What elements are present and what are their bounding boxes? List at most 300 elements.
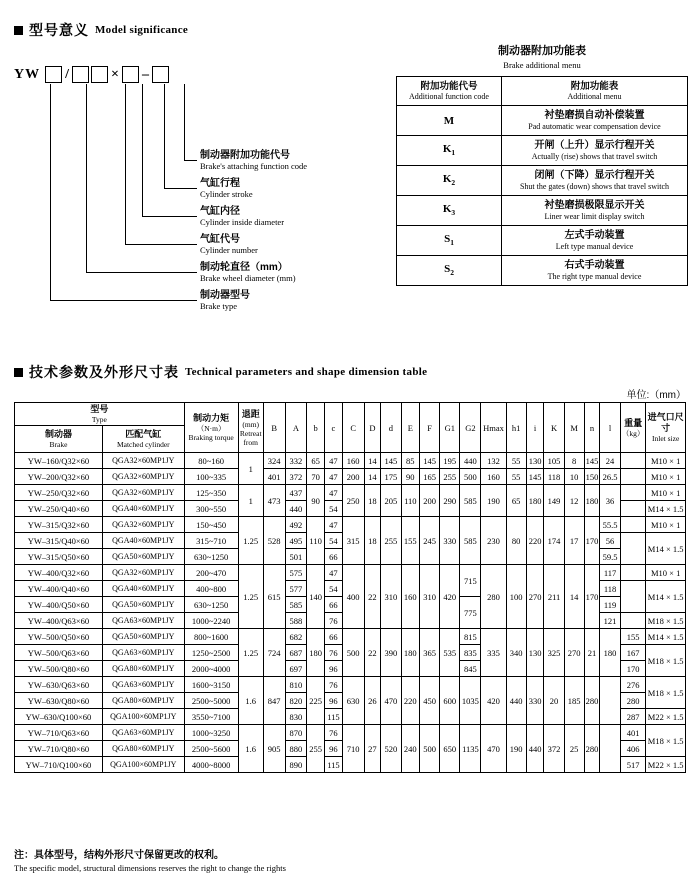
cell-A: 575 xyxy=(285,565,307,581)
cell-F: 200 xyxy=(420,485,440,517)
cell-b: 110 xyxy=(307,517,325,565)
cell-c: 47 xyxy=(325,485,343,501)
cell-torque: 150~450 xyxy=(184,517,238,533)
row-desc-m: 衬垫磨损自动补偿装置 Pad automatic wear compensation device xyxy=(502,106,688,136)
cell-n: 150 xyxy=(584,469,599,485)
header-M: M xyxy=(564,403,584,453)
cell-A: 372 xyxy=(285,469,307,485)
header-C: C xyxy=(342,403,364,453)
cell-C: 200 xyxy=(342,469,364,485)
cell-brake: YW–160/Q32×60 xyxy=(15,453,103,469)
cell-G2: 715 xyxy=(460,565,481,597)
cell-inlet: M18 × 1.5 xyxy=(646,645,686,677)
cell-weight xyxy=(620,517,645,533)
cell-c: 66 xyxy=(325,597,343,613)
cell-weight xyxy=(620,485,645,501)
cell-C: 400 xyxy=(342,565,364,629)
cell-l: 24 xyxy=(600,453,621,469)
cell-Hmax: 230 xyxy=(481,517,506,565)
cell-brake: YW–710/Q100×60 xyxy=(15,757,103,773)
cell-weight: 401 xyxy=(620,725,645,741)
row-desc-s1: 左式手动装置 Left type manual device xyxy=(502,226,688,256)
cell-weight: 170 xyxy=(620,661,645,677)
cell-brake: YW–400/Q50×60 xyxy=(15,597,103,613)
cell-l: 59.5 xyxy=(600,549,621,565)
row-code-k3: $K_3$ xyxy=(397,196,502,226)
table-row xyxy=(15,485,686,501)
technical-parameter-table xyxy=(14,402,686,773)
cell-c: 54 xyxy=(325,501,343,517)
cell-inlet: M14 × 1.5 xyxy=(646,581,686,613)
model-prefix: YW xyxy=(14,66,41,82)
cell-A: 682 xyxy=(285,629,307,645)
cell-brake: YW–200/Q32×60 xyxy=(15,469,103,485)
code-separator-3: – xyxy=(142,66,149,82)
cell-l: 180 xyxy=(600,629,621,677)
cell-d: 310 xyxy=(381,565,401,629)
header-D: D xyxy=(364,403,381,453)
cell-l: 36 xyxy=(600,485,621,517)
section2-title-cn: 技术参数及外形尺寸表 xyxy=(29,364,179,380)
cell-retreat: 1.25 xyxy=(238,517,263,565)
code-box-2 xyxy=(72,66,89,83)
cell-A: 437 xyxy=(285,485,307,501)
cell-K: 174 xyxy=(544,517,564,565)
cell-inlet: M18 × 1.5 xyxy=(646,725,686,757)
cell-brake: YW–500/Q63×60 xyxy=(15,645,103,661)
cell-c: 47 xyxy=(325,469,343,485)
cell-i: 145 xyxy=(526,469,544,485)
cell-A: 440 xyxy=(285,501,307,517)
cell-retreat: 1.25 xyxy=(238,565,263,629)
cell-E: 110 xyxy=(401,485,420,517)
cell-cylinder: QGA32×60MP1JY xyxy=(102,485,184,501)
cell-C: 160 xyxy=(342,453,364,469)
cell-G1: 290 xyxy=(440,485,460,517)
cell-i: 180 xyxy=(526,485,544,517)
cell-K: 20 xyxy=(544,677,564,725)
cell-G2: 500 xyxy=(460,469,481,485)
cell-K: 325 xyxy=(544,629,564,677)
row-code-m: M xyxy=(397,106,502,136)
cell-M: 185 xyxy=(564,677,584,725)
cell-l: 55.5 xyxy=(600,517,621,533)
cell-Hmax: 470 xyxy=(481,725,506,773)
leader-line-6 xyxy=(50,84,197,301)
cell-weight xyxy=(620,581,645,613)
cell-A: 585 xyxy=(285,597,307,613)
cell-A: 577 xyxy=(285,581,307,597)
row-desc-k3: 衬垫磨损极限显示开关 Liner wear limit display switch xyxy=(502,196,688,226)
cell-B: 401 xyxy=(263,469,285,485)
cell-cylinder: QGA63×60MP1JY xyxy=(102,725,184,741)
cell-G2: 585 xyxy=(460,485,481,517)
header-G2: G2 xyxy=(460,403,481,453)
cell-c: 54 xyxy=(325,581,343,597)
cell-M: 8 xyxy=(564,453,584,469)
cell-b: 90 xyxy=(307,485,325,517)
cell-D: 18 xyxy=(364,485,381,517)
bullet-square-icon xyxy=(14,26,23,35)
header-Hmax: Hmax xyxy=(481,403,506,453)
cell-G2: 585 xyxy=(460,517,481,565)
cell-inlet: M10 × 1 xyxy=(646,565,686,581)
bullet-square-icon xyxy=(14,368,23,377)
cell-F: 450 xyxy=(420,677,440,725)
cell-brake: YW–315/Q32×60 xyxy=(15,517,103,533)
cell-cylinder: QGA32×60MP1JY xyxy=(102,453,184,469)
cell-h1: 55 xyxy=(506,453,526,469)
cell-b: 65 xyxy=(307,453,325,469)
row-code-k1: $K_1$ xyxy=(397,136,502,166)
cell-Hmax: 190 xyxy=(481,485,506,517)
cell-C: 500 xyxy=(342,629,364,677)
cell-inlet: M10 × 1 xyxy=(646,517,686,533)
cell-torque: 1000~3250 xyxy=(184,725,238,741)
cell-i: 130 xyxy=(526,629,544,677)
cell-cylinder: QGA63×60MP1JY xyxy=(102,613,184,629)
cell-weight xyxy=(620,453,645,469)
cell-G1: 650 xyxy=(440,725,460,773)
footer-note xyxy=(14,850,286,874)
cell-G2: 1035 xyxy=(460,677,481,725)
code-label-function: 制动器附加功能代号 Brake's attaching function code xyxy=(200,150,308,171)
additional-table-title-cn: 制动器附加功能表 xyxy=(498,45,586,57)
code-label-inside-diameter: 气缸内径 Cylinder inside diameter xyxy=(200,206,285,227)
table-row xyxy=(15,453,686,469)
cell-torque: 3550~7100 xyxy=(184,709,238,725)
cell-B: 847 xyxy=(263,677,285,725)
cell-n: 280 xyxy=(584,677,599,725)
header-c: c xyxy=(325,403,343,453)
cell-c: 96 xyxy=(325,661,343,677)
cell-d: 145 xyxy=(381,453,401,469)
cell-A: 870 xyxy=(285,725,307,741)
row-code-k2: $K_2$ xyxy=(397,166,502,196)
cell-c: 96 xyxy=(325,741,343,757)
code-label-cylinder-number: 气缸代号 Cylinder number xyxy=(200,234,258,255)
code-box-1 xyxy=(45,66,62,83)
cell-b: 225 xyxy=(307,677,325,725)
section2-title-en: Technical parameters and shape dimension table xyxy=(185,366,428,378)
cell-h1: 100 xyxy=(506,565,526,629)
cell-b: 140 xyxy=(307,565,325,629)
cell-E: 155 xyxy=(401,517,420,565)
cell-weight: 280 xyxy=(620,693,645,709)
cell-d: 520 xyxy=(381,725,401,773)
cell-B: 615 xyxy=(263,565,285,629)
cell-G1: 330 xyxy=(440,517,460,565)
cell-torque: 1600~3150 xyxy=(184,677,238,693)
cell-c: 54 xyxy=(325,533,343,549)
cell-weight xyxy=(620,565,645,581)
section-heading-technical-parameters xyxy=(14,362,427,382)
table-header-row xyxy=(397,77,688,106)
cell-A: 820 xyxy=(285,693,307,709)
cell-torque: 800~1600 xyxy=(184,629,238,645)
cell-retreat: 1.25 xyxy=(238,629,263,677)
cell-F: 165 xyxy=(420,469,440,485)
cell-G2: 835 xyxy=(460,645,481,661)
cell-torque: 200~470 xyxy=(184,565,238,581)
cell-l xyxy=(600,725,621,773)
model-code-diagram xyxy=(14,58,394,311)
cell-d: 470 xyxy=(381,677,401,725)
row-desc-k1: 开闸（上升）显示行程开关 Actually (rise) shows that travel switch xyxy=(502,136,688,166)
cell-G2: 440 xyxy=(460,453,481,469)
cell-d: 255 xyxy=(381,517,401,565)
cell-l: 56 xyxy=(600,533,621,549)
cell-B: 905 xyxy=(263,725,285,773)
cell-E: 180 xyxy=(401,629,420,677)
cell-d: 390 xyxy=(381,629,401,677)
code-label-stroke: 气缸行程 Cylinder stroke xyxy=(200,178,253,199)
cell-Hmax: 160 xyxy=(481,469,506,485)
cell-Hmax: 280 xyxy=(481,565,506,629)
cell-torque: 300~550 xyxy=(184,501,238,517)
cell-torque: 315~710 xyxy=(184,533,238,549)
cell-retreat: 1.6 xyxy=(238,725,263,773)
cell-K: 118 xyxy=(544,469,564,485)
cell-b: 180 xyxy=(307,629,325,677)
cell-B: 473 xyxy=(263,485,285,517)
cell-l: 121 xyxy=(600,613,621,629)
cell-weight xyxy=(620,533,645,565)
cell-c: 115 xyxy=(325,757,343,773)
cell-inlet: M18 × 1.5 xyxy=(646,677,686,709)
cell-c: 66 xyxy=(325,549,343,565)
cell-torque: 2000~4000 xyxy=(184,661,238,677)
cell-M: 17 xyxy=(564,517,584,565)
cell-G2: 775 xyxy=(460,597,481,629)
cell-inlet: M14 × 1.5 xyxy=(646,501,686,517)
cell-F: 145 xyxy=(420,453,440,469)
table-row xyxy=(397,196,688,226)
cell-B: 324 xyxy=(263,453,285,469)
cell-n: 170 xyxy=(584,517,599,565)
cell-E: 85 xyxy=(401,453,420,469)
cell-h1: 80 xyxy=(506,517,526,565)
cell-M: 25 xyxy=(564,725,584,773)
cell-A: 501 xyxy=(285,549,307,565)
table-row xyxy=(15,469,686,485)
header-inlet-size: 进气口尺寸 Inlet size xyxy=(646,403,686,453)
cell-Hmax: 132 xyxy=(481,453,506,469)
cell-c: 66 xyxy=(325,629,343,645)
header-weight: 重量 （kg） xyxy=(620,403,645,453)
table-header-row-1 xyxy=(15,403,686,426)
cell-torque: 2500~5000 xyxy=(184,693,238,709)
cell-cylinder: QGA32×60MP1JY xyxy=(102,517,184,533)
cell-torque: 400~800 xyxy=(184,581,238,597)
header-matched-cylinder: 匹配气缸 Matched cylinder xyxy=(102,426,184,453)
cell-brake: YW–250/Q40×60 xyxy=(15,501,103,517)
cell-D: 26 xyxy=(364,677,381,725)
cell-E: 160 xyxy=(401,565,420,629)
cell-retreat: 1.6 xyxy=(238,677,263,725)
header-brake: 制动器 Brake xyxy=(15,426,103,453)
cell-E: 90 xyxy=(401,469,420,485)
cell-D: 27 xyxy=(364,725,381,773)
header-additional-menu: 附加功能表 Additional menu xyxy=(502,77,688,106)
cell-C: 250 xyxy=(342,485,364,517)
cell-K: 149 xyxy=(544,485,564,517)
cell-c: 47 xyxy=(325,565,343,581)
header-G1: G1 xyxy=(440,403,460,453)
header-retreat: 退距 (mm) Retreat from xyxy=(238,403,263,453)
header-n: n xyxy=(584,403,599,453)
cell-G1: 255 xyxy=(440,469,460,485)
table-row xyxy=(15,629,686,645)
header-K: K xyxy=(544,403,564,453)
cell-i: 270 xyxy=(526,565,544,629)
cell-K: 211 xyxy=(544,565,564,629)
additional-table-title xyxy=(396,44,688,72)
cell-A: 810 xyxy=(285,677,307,693)
cell-F: 500 xyxy=(420,725,440,773)
table-row xyxy=(397,106,688,136)
cell-E: 240 xyxy=(401,725,420,773)
cell-retreat: 1 xyxy=(238,485,263,517)
cell-A: 697 xyxy=(285,661,307,677)
header-d: d xyxy=(381,403,401,453)
cell-d: 175 xyxy=(381,469,401,485)
cell-D: 22 xyxy=(364,565,381,629)
cell-c: 47 xyxy=(325,517,343,533)
cell-C: 710 xyxy=(342,725,364,773)
cell-C: 630 xyxy=(342,677,364,725)
cell-inlet: M10 × 1 xyxy=(646,485,686,501)
cell-l xyxy=(600,677,621,725)
cell-inlet: M22 × 1.5 xyxy=(646,757,686,773)
table-row xyxy=(15,565,686,581)
cell-D: 22 xyxy=(364,629,381,677)
row-code-s2: $S_2$ xyxy=(397,256,502,286)
table-row xyxy=(397,166,688,196)
footer-note-en: The specific model, structural dimensions reserves the right to change the rights xyxy=(14,863,286,873)
cell-C: 315 xyxy=(342,517,364,565)
cell-brake: YW–500/Q50×60 xyxy=(15,629,103,645)
header-F: F xyxy=(420,403,440,453)
cell-cylinder: QGA50×60MP1JY xyxy=(102,629,184,645)
cell-h1: 65 xyxy=(506,485,526,517)
cell-M: 12 xyxy=(564,485,584,517)
cell-G2: 845 xyxy=(460,661,481,677)
cell-G2: 815 xyxy=(460,629,481,645)
cell-h1: 440 xyxy=(506,677,526,725)
cell-h1: 190 xyxy=(506,725,526,773)
cell-c: 47 xyxy=(325,453,343,469)
header-h1: h1 xyxy=(506,403,526,453)
cell-cylinder: QGA63×60MP1JY xyxy=(102,645,184,661)
cell-weight: 517 xyxy=(620,757,645,773)
cell-G1: 195 xyxy=(440,453,460,469)
cell-inlet: M10 × 1 xyxy=(646,453,686,469)
cell-D: 14 xyxy=(364,453,381,469)
cell-cylinder: QGA100×60MP1JY xyxy=(102,757,184,773)
cell-n: 170 xyxy=(584,565,599,629)
cell-F: 310 xyxy=(420,565,440,629)
cell-cylinder: QGA80×60MP1JY xyxy=(102,661,184,677)
cell-A: 492 xyxy=(285,517,307,533)
cell-h1: 340 xyxy=(506,629,526,677)
cell-G1: 420 xyxy=(440,565,460,629)
cell-i: 440 xyxy=(526,725,544,773)
cell-cylinder: QGA40×60MP1JY xyxy=(102,533,184,549)
code-label-brake-type: 制动器型号 Brake type xyxy=(200,290,250,311)
cell-inlet: M14 × 1.5 xyxy=(646,533,686,565)
cell-inlet: M10 × 1 xyxy=(646,469,686,485)
table-row xyxy=(15,677,686,693)
cell-brake: YW–315/Q50×60 xyxy=(15,549,103,565)
cell-torque: 80~160 xyxy=(184,453,238,469)
cell-E: 220 xyxy=(401,677,420,725)
cell-B: 724 xyxy=(263,629,285,677)
cell-cylinder: QGA32×60MP1JY xyxy=(102,469,184,485)
table-row xyxy=(397,136,688,166)
header-braking-torque: 制动力矩 （N·m） Braking torque xyxy=(184,403,238,453)
cell-torque: 1000~2240 xyxy=(184,613,238,629)
additional-function-table-block xyxy=(396,44,688,286)
cell-torque: 630~1250 xyxy=(184,549,238,565)
cell-A: 332 xyxy=(285,453,307,469)
cell-c: 76 xyxy=(325,645,343,661)
cell-brake: YW–500/Q80×60 xyxy=(15,661,103,677)
cell-c: 115 xyxy=(325,709,343,725)
cell-G2: 1135 xyxy=(460,725,481,773)
section-heading-model-significance xyxy=(14,20,188,40)
cell-B: 528 xyxy=(263,517,285,565)
cell-weight: 167 xyxy=(620,645,645,661)
code-separator-1: / xyxy=(65,66,70,82)
header-E: E xyxy=(401,403,420,453)
header-b: b xyxy=(307,403,325,453)
cell-torque: 4000~8000 xyxy=(184,757,238,773)
cell-inlet: M18 × 1.5 xyxy=(646,613,686,629)
code-box-4 xyxy=(122,66,139,83)
cell-brake: YW–400/Q40×60 xyxy=(15,581,103,597)
header-B: B xyxy=(263,403,285,453)
cell-cylinder: QGA80×60MP1JY xyxy=(102,693,184,709)
additional-table-title-en: Brake additional menu xyxy=(503,60,581,70)
cell-l: 117 xyxy=(600,565,621,581)
cell-brake: YW–400/Q63×60 xyxy=(15,613,103,629)
section1-title-cn: 型号意义 xyxy=(29,22,89,38)
cell-c: 96 xyxy=(325,693,343,709)
cell-brake: YW–315/Q40×60 xyxy=(15,533,103,549)
cell-K: 105 xyxy=(544,453,564,469)
unit-note: 单位:（mm） xyxy=(626,390,686,401)
cell-n: 180 xyxy=(584,485,599,517)
code-box-5 xyxy=(152,66,169,83)
table-row xyxy=(397,256,688,286)
table-row xyxy=(397,226,688,256)
table-row xyxy=(15,517,686,533)
cell-torque: 125~350 xyxy=(184,485,238,501)
cell-A: 880 xyxy=(285,741,307,757)
cell-A: 588 xyxy=(285,613,307,629)
cell-c: 76 xyxy=(325,613,343,629)
cell-F: 245 xyxy=(420,517,440,565)
cell-i: 220 xyxy=(526,517,544,565)
cell-weight xyxy=(620,613,645,629)
cell-A: 830 xyxy=(285,709,307,725)
cell-torque: 630~1250 xyxy=(184,597,238,613)
header-l: l xyxy=(600,403,621,453)
cell-inlet: M14 × 1.5 xyxy=(646,629,686,645)
cell-M: 14 xyxy=(564,565,584,629)
cell-cylinder: QGA40×60MP1JY xyxy=(102,501,184,517)
